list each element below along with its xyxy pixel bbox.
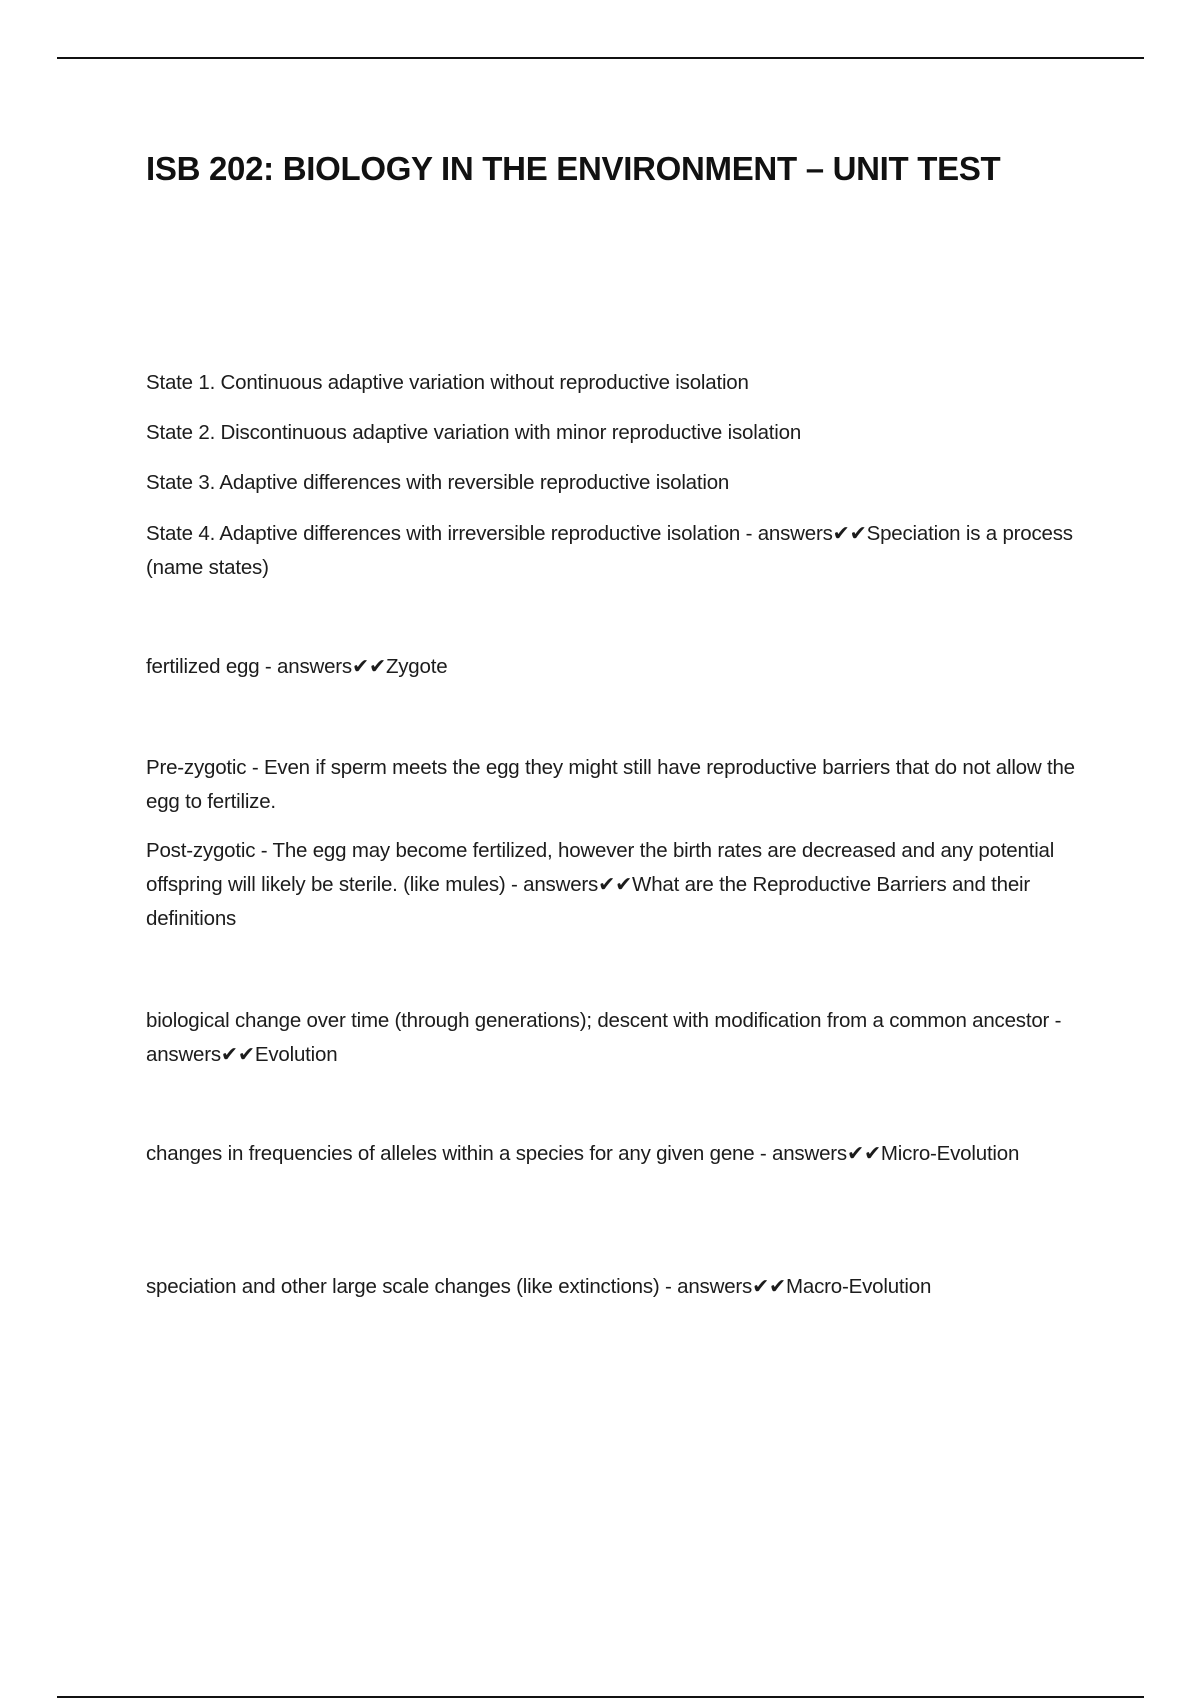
speciation-state-3: State 3. Adaptive differences with reversible reproductive isolation (146, 471, 730, 494)
post-zygotic-entry: Post-zygotic - The egg may become fertilized, however the birth rates are decreased and any potential offspring will likely be sterile. (like mules) - answers✔✔What are the Reproductive Barriers and their definitions (146, 839, 1055, 930)
speciation-state-4: State 4. Adaptive differences with irreversible reproductive isolation - answers✔✔Speciation is a process (name states) (146, 522, 1073, 579)
macro-evolution-entry: speciation and other large scale changes (like extinctions) - answers✔✔Macro-Evolution (146, 1275, 932, 1298)
page-title: ISB 202: BIOLOGY IN THE ENVIRONMENT – UNIT TEST (146, 150, 1001, 187)
speciation-state-2: State 2. Discontinuous adaptive variation with minor reproductive isolation (146, 421, 802, 444)
zygote-entry: fertilized egg - answers✔✔Zygote (146, 655, 448, 678)
footer-rule (57, 1696, 1144, 1698)
micro-evolution-entry: changes in frequencies of alleles within a species for any given gene - answers✔✔Micro-Evolution (146, 1142, 1020, 1165)
pre-zygotic-entry: Pre-zygotic - Even if sperm meets the egg they might still have reproductive barriers that do not allow the egg to fertilize. (146, 756, 1075, 813)
evolution-entry: biological change over time (through generations); descent with modification from a common ancestor - answers✔✔Evolution (146, 1009, 1062, 1066)
speciation-state-1: State 1. Continuous adaptive variation without reproductive isolation (146, 371, 749, 394)
header-rule (57, 57, 1144, 59)
